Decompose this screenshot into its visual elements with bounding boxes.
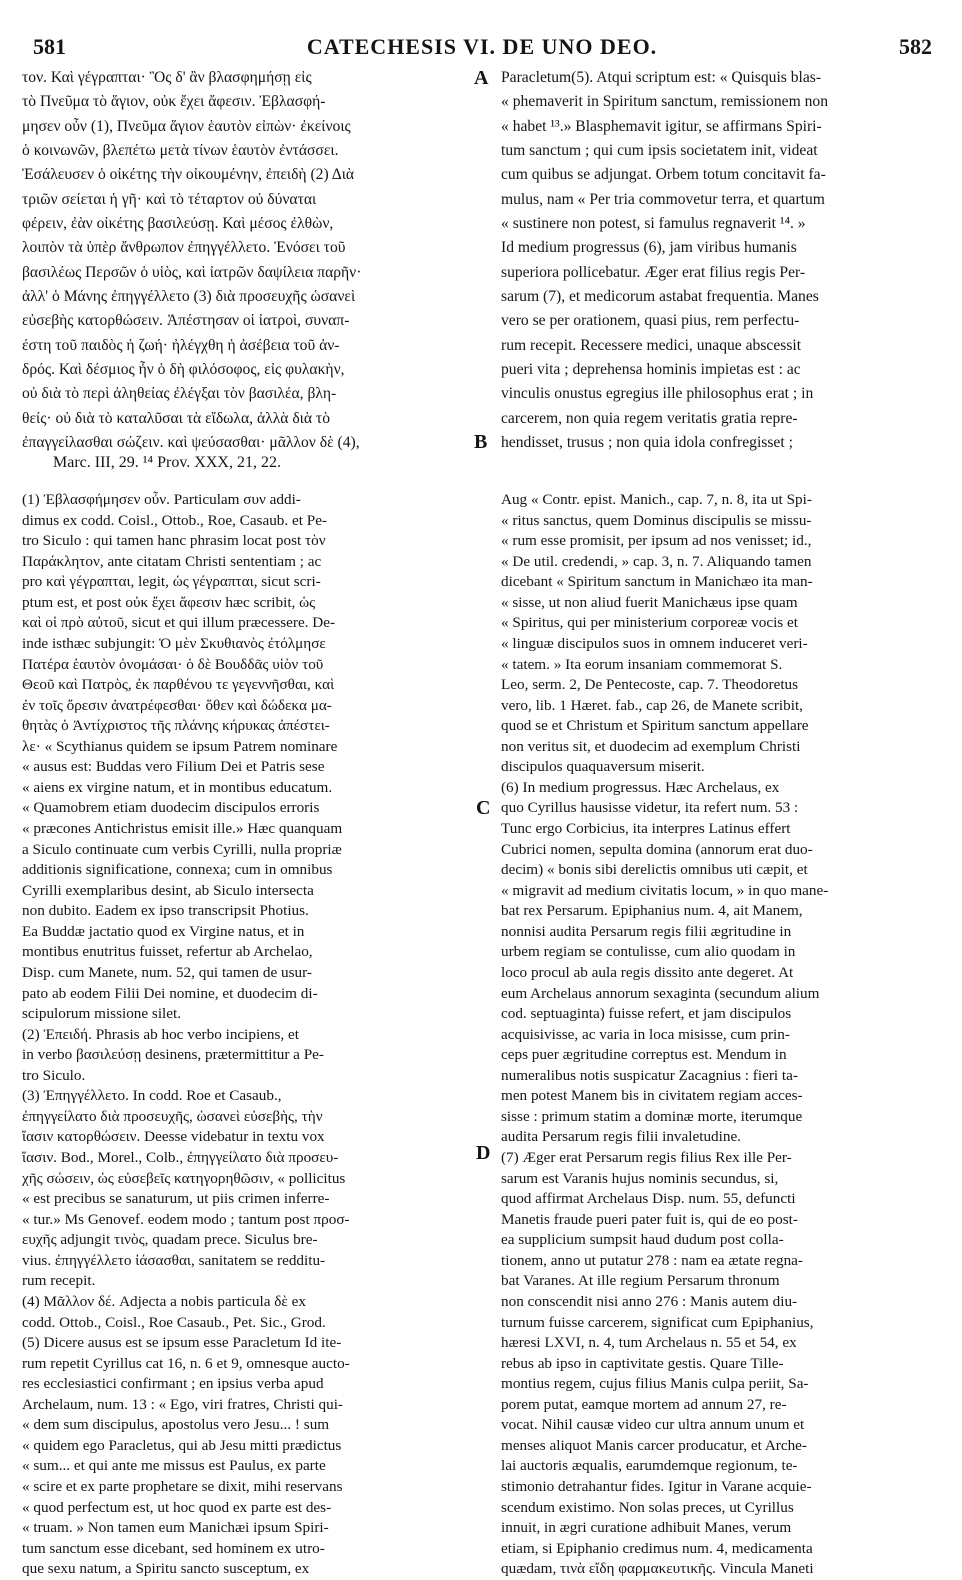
note-line: « ritus sanctus, quem Dominus discipulis se missu- <box>501 511 812 529</box>
note-line: non conscendit nisi anno 276 : Manis autem diu- <box>501 1292 798 1310</box>
note-line: « rum esse promisit, per ipsum ad nos venisset; id., <box>501 532 812 550</box>
note-line: bat Varanes. At ille regium Persarum thronum <box>501 1272 780 1290</box>
note-line: a Siculo continuate cum verbis Cyrilli, nulla propriæ <box>22 840 342 858</box>
note-line: eum Archelaus annorum sexaginta (secundum alium <box>501 984 820 1002</box>
note-line: Archelaum, num. 13 : « Ego, viri fratres, Christi qui- <box>22 1395 343 1413</box>
note-line: vero, lib. 1 Hæret. fab., cap 26, de Manete scribit, <box>501 696 803 714</box>
greek-text-line: τὸ Πνεῦμα τὸ ἅγιον, οὐκ ἔχει ἄφεσιν. Ἐβλασφή- <box>22 93 326 111</box>
note-line: « scire et ex parte prophetare se dixit, mihi reservans <box>22 1478 343 1495</box>
note-line: scendum existimo. Non solas preces, ut Cyrillus <box>501 1498 794 1516</box>
latin-text-line: vinculis onustus egregius ille philosophus erat ; in <box>501 385 814 403</box>
note-line: scipulorum missione silet. <box>22 1005 182 1023</box>
notes-left-column <box>22 490 480 1580</box>
note-line: « tatem. » Ita eorum insaniam commemorat S. <box>501 655 783 673</box>
note-line: « præcones Antichristus emisit ille.» Hæc quanquam <box>22 820 343 837</box>
margin-letter-a: A <box>474 67 489 89</box>
page-number-left: 581 <box>33 34 66 59</box>
greek-text-line: βασιλέως Περσῶν ὁ υἱὸς, καὶ ἰατρῶν δαψίλεια παρῆν· <box>22 263 362 281</box>
note-line: ea supplicium sumpsit haud dudum post colla- <box>501 1231 784 1249</box>
latin-text-line: sarum (7), et medicorum astabat frequentia. Manes <box>501 288 819 306</box>
note-line: discipulos quaquaversum miserit. <box>501 758 705 776</box>
note-line: dicebant « Spiritum sanctum in Manichæo ita man- <box>501 573 813 591</box>
note-line: rum recepit. <box>22 1272 96 1290</box>
greek-text-line: εὐσεβὴς κατορθώσειν. Ἀπέστησαν οἱ ἰατροὶ, συναπ- <box>22 312 350 330</box>
latin-text-line: carcerem, non quia regem veritatis gratia repre- <box>501 409 798 427</box>
note-line: « est precibus se sanaturum, ut piis crimen inferre- <box>22 1190 330 1208</box>
note-line: « ausus est: Buddas vero Filium Dei et Patris sese <box>22 758 325 776</box>
note-line: nonnisi audita Persarum regis filii ægritudine in <box>501 922 792 940</box>
note-line: lai auctoris æqualis, earumdemque regionum, te- <box>501 1457 798 1475</box>
greek-text-line: τον. Καὶ γέγραπται· Ὃς δ' ἂν βλασφημήσῃ εἰς <box>22 69 312 86</box>
note-line: vocat. Nihil causæ video cur ultra annum unum et <box>501 1416 805 1434</box>
note-line: codd. Ottob., Coisl., Roe Casaub., Pet. Sic., Grod. <box>22 1313 326 1331</box>
note-line: in verbo βασιλεύσῃ desinens, prætermittitur a Pe- <box>22 1046 324 1064</box>
note-line: (3) Ἐπηγγέλλετο. In codd. Roe et Casaub., <box>22 1087 282 1105</box>
note-line: (1) Ἐβλασφήμησεν οὖν. Particulam συν addi- <box>22 491 301 508</box>
note-line: « Quamobrem etiam duodecim discipulos erroris <box>22 799 320 817</box>
note-line: numeralibus notis suspicatur Zacagnius : fieri ta- <box>501 1066 798 1084</box>
note-line: tionem, anno ut putatur 278 : nam ea ætate regna- <box>501 1251 803 1269</box>
note-line: « aiens ex virgine natum, et in montibus educatum. <box>22 778 333 796</box>
note-line: urbem regiam se contulisse, cum alio quodam in <box>501 943 796 961</box>
note-line: quod affirmat Archelaus Disp. num. 55, defuncti <box>501 1190 796 1208</box>
note-line: non veritus sit, et duodecim ad exemplum Christi <box>501 737 801 755</box>
latin-text-line: rum recepit. Recessere medici, unaque abscessit <box>501 336 802 354</box>
latin-text-line: mulus, nam « Per tria commovetur terra, et quartum <box>501 190 825 208</box>
main-text-latin <box>501 66 941 456</box>
latin-text-line: tum sanctum ; qui cum ipsis societatem init, videat <box>501 142 818 160</box>
latin-text-line: Id medium progressus (6), jam viribus humanis <box>501 239 797 257</box>
greek-text-line: φέρειν, ἐὰν οἰκέτης βασιλεύσῃ. Καὶ μέσος ἐλθὼν, <box>22 215 334 233</box>
latin-text-line: pueri vita ; deprehensa hominis impietas est : ac <box>501 361 801 379</box>
greek-text-line: ἐπαγγείλασθαι σώζειν. καὶ ψεύσασθαι· μᾶλλον δὲ (4), <box>22 434 360 452</box>
note-line: Manetis fraude pueri pater fuit is, qui de eo post- <box>501 1210 798 1228</box>
note-line: ptum est, et post οὐκ ἔχει ἄφεσιν hæc scribit, ὡς <box>22 593 316 611</box>
greek-text-line: ὁ κοινωνῶν, βλεπέτω μετὰ τίνων ἑαυτὸν ἐντάσσει. <box>22 142 339 160</box>
note-line: etiam, si Epiphanio credimus num. 4, medicamenta <box>501 1539 813 1557</box>
note-line: bat rex Persarum. Epiphanius num. 4, ait Manem, <box>501 902 803 920</box>
note-line: cod. septuaginta) fuisse refert, et jam discipulos <box>501 1005 792 1023</box>
greek-text-line: δρός. Καὶ δέσμιος ἦν ὁ δὴ φιλόσοφος, εἰς φυλακὴν, <box>22 361 345 379</box>
note-line: χῆς σώσειν, ὡς εὐσεβεῖς κατηγορηθῶσιν, « pollicitus <box>22 1169 346 1187</box>
note-line: ευχῆς adjungit τινὸς, quadam prece. Siculus bre- <box>22 1231 318 1249</box>
note-line: (7) Æger erat Persarum regis filius Rex ille Per- <box>501 1149 792 1166</box>
note-line: dimus ex codd. Coisl., Ottob., Roe, Casaub. et Pe- <box>22 511 327 529</box>
note-line: tum sanctum esse dicebant, sed hominem ex utro- <box>22 1539 325 1557</box>
note-line: inde isthæc subjungit: Ὁ μὲν Σκυθιανὸς ἐτόλμησε <box>22 634 326 652</box>
note-line: pato ab eodem Filii Dei nomine, et duodecim di- <box>22 984 318 1002</box>
latin-text-line: vero se per orationem, quasi pius, rem perfectu- <box>501 312 800 330</box>
page-header <box>24 34 940 68</box>
note-line: sarum est Varanis hujus nominis secundus, si, <box>501 1169 779 1187</box>
greek-text-line: θείς· οὐ διὰ τὸ καταλῦσαι τὰ εἴδωλα, ἀλλὰ διὰ τὸ <box>22 409 330 427</box>
greek-text-line: ἀλλ' ὁ Μάνης ἐπηγγέλλετο (3) διὰ προσευχῆς ὡσανεὶ <box>22 288 356 306</box>
note-line: « quidem ego Paracletus, qui ab Jesu mitti prædictus <box>22 1436 342 1454</box>
greek-text-line: Ἐσάλευσεν ὁ οἰκέτης τὴν οἰκουμένην, ἐπειδὴ (2) Διὰ <box>22 166 355 184</box>
note-line: vius. ἐπηγγέλλετο ἰάσασθαι, sanitatem se redditu- <box>22 1251 326 1269</box>
note-line: « quod perfectum est, ut hoc quod ex parte est des- <box>22 1498 332 1516</box>
running-title: CATECHESIS VI. DE UNO DEO. <box>306 34 658 59</box>
note-line: Disp. cum Manete, num. 52, qui tamen de usur- <box>22 963 312 981</box>
latin-text-line: cum quibus se adjungat. Orbem totum concitavit fa- <box>501 166 826 184</box>
greek-text-line: μησεν οὖν (1), Πνεῦμα ἅγιον ἑαυτὸν εἰπὼν· ἐκείνοις <box>22 117 351 135</box>
margin-letter-c: C <box>476 797 491 819</box>
notes-right-column <box>501 490 941 1580</box>
note-line: « linguæ discipulos suos in omnem induceret veri- <box>501 634 808 652</box>
note-line: « De util. credendi, » cap. 3, n. 7. Aliquando tamen <box>501 552 812 570</box>
note-line: (6) In medium progressus. Hæc Archelaus, ex <box>501 778 780 796</box>
greek-text-line: τριῶν σείεται ἡ γῆ· καὶ τὸ τέταρτον οὐ δύναται <box>22 190 317 208</box>
margin-letter-b: B <box>474 431 488 453</box>
note-line: « tur.» Ms Genovef. eodem modo ; tantum post προσ- <box>22 1210 350 1228</box>
note-line: λε· « Scythianus quidem se ipsum Patrem nominare <box>22 737 338 755</box>
note-line: non dubito. Eadem ex ipso transcripsit Photius. <box>22 902 309 920</box>
latin-text-line: « habet ¹³.» Blasphemavit igitur, se affirmans Spiri- <box>501 117 822 135</box>
latin-text-line: hendisset, trusus ; non quia idola confregisset ; <box>501 434 793 452</box>
note-line: menses aliquot Manis carcer producatur, et Arche- <box>501 1436 807 1454</box>
note-line: Cubrici nomen, sepulta domina (annorum erat duo- <box>501 840 813 858</box>
note-line: Leo, serm. 2, De Pentecoste, cap. 7. Theodoretus <box>501 676 799 694</box>
note-line: decim) « bonis sibi derelictis omnibus uti cæpit, et <box>501 861 808 879</box>
note-line: quod se et Christum et Spiritum sanctum appellare <box>501 717 809 735</box>
note-line: Tunc ergo Corbicius, ita interpres Latinus effert <box>501 820 791 837</box>
margin-letter-d: D <box>476 1142 491 1164</box>
note-line: (5) Dicere ausus est se ipsum esse Paracletum Id ite- <box>22 1334 342 1352</box>
note-line: res ecclesiastici confirmant ; en ipsius verba apud <box>22 1375 324 1393</box>
note-line: quædam, τινὰ εἴδη φαρμακευτικῆς. Vincula Maneti <box>501 1560 814 1578</box>
latin-text-line: « phemaverit in Spiritum sanctum, remissionem non <box>501 93 828 111</box>
note-line: additionis significatione, connexa; cum in omnibus <box>22 861 333 879</box>
note-line: tro Siculo. <box>22 1066 86 1084</box>
note-line: Cyrilli exemplaribus desint, ab Siculo intersecta <box>22 881 314 899</box>
note-line: « migravit ad medium civitatis locum, » in quo mane- <box>501 881 829 899</box>
note-line: men potest Manem bis in civitatem regiam acces- <box>501 1087 803 1105</box>
note-line: rebus ab ipso in captivitate gestis. Quare Tille- <box>501 1354 784 1372</box>
note-line: hæresi LXVI, n. 4, tum Archelaus n. 55 et 54, ex <box>501 1334 797 1352</box>
greek-text-line: έστη τοῦ παιδὸς ἡ ζωή· ἠλέγχθη ἡ ἀσέβεια τοῦ ἀν- <box>22 336 340 354</box>
note-line: ἐν τοῖς ὄρεσιν ἀνατρέφεσθαι· ὅθεν καὶ δώδεκα μα- <box>22 696 332 714</box>
note-line: que sexu natum, a Spiritu sancto susceptum, ex <box>22 1560 310 1578</box>
latin-text-line: superiora pollicebatur. Æger erat filius regis Per- <box>501 263 806 281</box>
note-line: ἴασιν. Bod., Morel., Colb., ἐπηγγείλατο διὰ προσευ- <box>22 1149 339 1166</box>
note-line: (4) Μᾶλλον δέ. Adjecta a nobis particula δὲ ex <box>22 1292 306 1310</box>
note-line: (2) Ἐπειδή. Phrasis ab hoc verbo incipiens, et <box>22 1025 299 1043</box>
greek-text-line: οὐ διὰ τὸ περὶ ἀληθείας ἐλέγξαι τὸν βασιλέα, βλη- <box>22 385 337 403</box>
note-line: Ea Buddæ jactatio quod ex Virgine natus, et in <box>22 922 305 940</box>
note-line: ἴασιν κατορθώσειν. Deesse videbatur in textu vox <box>22 1128 325 1146</box>
note-line: tro Siculo : qui tamen hanc phrasim locat post τὸν <box>22 532 326 550</box>
note-line: montius regem, cujus filius Manis culpa periit, Sa- <box>501 1375 809 1393</box>
note-line: καὶ οἱ πρὸ αὐτοῦ, sicut et qui illum præcessere. De- <box>22 614 336 632</box>
page-number-right: 582 <box>899 34 932 59</box>
note-line: ἐπηγγείλατο διὰ προσευχῆς, ὡσανεὶ εὐσεβὴς, τὴν <box>22 1107 323 1125</box>
latin-text-line: Paracletum(5). Atqui scriptum est: « Quisquis blas- <box>501 69 822 86</box>
note-line: ceps puer ægritudine correptus est. Mendum in <box>501 1046 787 1064</box>
note-line: « truam. » Non tamen eum Manichæi ipsum Spiri- <box>22 1519 329 1537</box>
note-line: stimonio detrahantur fides. Igitur in Varane acquie- <box>501 1478 812 1495</box>
note-line: turnum fuisse carcerem, significat cum Epiphanius, <box>501 1313 814 1331</box>
note-line: Θεοῦ καὶ Πατρὸς, ἐκ παρθένου τε γεγεννῆσθαι, καὶ <box>22 676 335 694</box>
note-line: « Spiritus, qui per ministerium corporeæ vocis et <box>501 614 798 632</box>
note-line: sisse : primum statim a dominæ morte, iterumque <box>501 1107 803 1125</box>
note-line: innuit, in ægri curatione adhibuit Manes, verum <box>501 1519 792 1537</box>
note-line: audita Persarum regis filii invaletudine. <box>501 1128 741 1146</box>
note-line: pro καὶ γέγραπται, legit, ὡς γέγραπται, sicut scri- <box>22 573 321 591</box>
note-line: Aug « Contr. epist. Manich., cap. 7, n. 8, ita ut Spi- <box>501 491 812 508</box>
note-line: θητὰς ὁ Ἀντίχριστος τῆς πλάνης κήρυκας ἀπέστει- <box>22 717 330 735</box>
note-line: quo Cyrillus hausisse videtur, ita refert num. 53 : <box>501 799 799 817</box>
note-line: « sisse, ut non aliud fuerit Manichæus ipse quam <box>501 593 798 611</box>
note-line: montibus enutritus fuisset, refertur ab Archelao, <box>22 943 313 961</box>
note-line: « sum... et qui ante me missus est Paulus, ex parte <box>22 1457 326 1475</box>
scripture-footnote: Marc. III, 29. ¹⁴ Prov. XXX, 21, 22. <box>53 454 281 471</box>
main-text-greek <box>22 66 472 456</box>
note-line: acquisivisse, ac varia in loca misisse, cum prin- <box>501 1025 790 1043</box>
greek-text-line: λοιπὸν τὰ ὑπὲρ ἄνθρωπον ἐπηγγέλλετο. Ἐνόσει τοῦ <box>22 239 346 257</box>
note-line: loco procul ab aula regis dissito ante degeret. At <box>501 963 794 981</box>
note-line: porem putat, eamque mortem ad annum 27, re- <box>501 1395 787 1413</box>
note-line: Πατέρα ἑαυτὸν ὀνομάσαι· ὁ δὲ Βουδδᾶς υἱὸν τοῦ <box>22 655 324 673</box>
note-line: rum repetit Cyrillus cat 16, n. 6 et 9, omnesque aucto- <box>22 1354 350 1372</box>
note-line: Παράκλητον, ante citatam Christi sententiam ; ac <box>22 552 322 570</box>
note-line: « dem sum discipulus, apostolus vero Jesu... ! sum <box>22 1416 330 1434</box>
latin-text-line: « sustinere non potest, si famulus regnaverit ¹⁴. » <box>501 215 806 233</box>
